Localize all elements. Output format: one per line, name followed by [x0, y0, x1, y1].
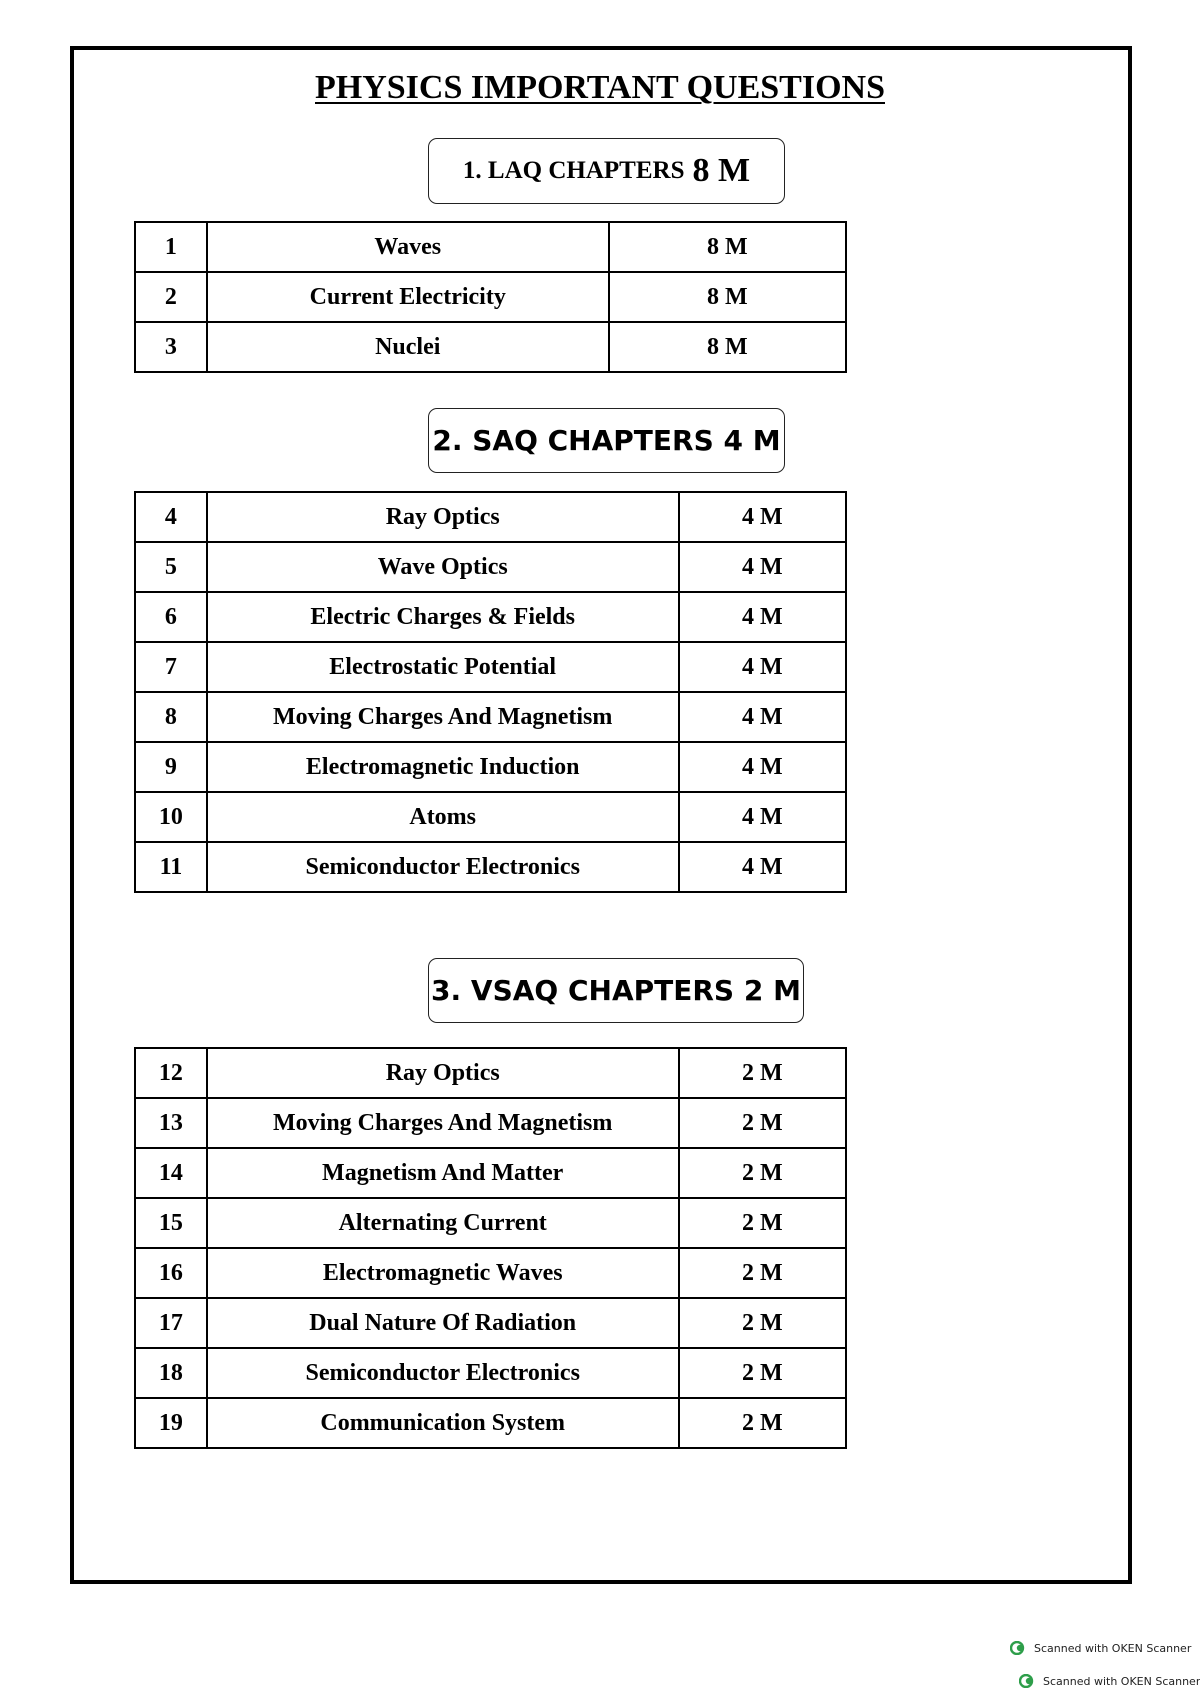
chapter-name: Moving Charges And Magnetism — [207, 692, 679, 742]
row-number: 18 — [135, 1348, 207, 1398]
chapter-name: Magnetism And Matter — [207, 1148, 679, 1198]
laq-section-heading — [428, 138, 785, 204]
table-row — [135, 222, 846, 272]
row-number: 6 — [135, 592, 207, 642]
chapter-marks: 4 M — [679, 792, 846, 842]
table-row — [135, 742, 846, 792]
row-number: 9 — [135, 742, 207, 792]
chapter-marks: 4 M — [679, 842, 846, 892]
row-number: 2 — [135, 272, 207, 322]
row-number: 19 — [135, 1398, 207, 1448]
chapter-marks: 2 M — [679, 1248, 846, 1298]
chapter-name: Semiconductor Electronics — [207, 1348, 679, 1398]
chapter-marks: 8 M — [609, 322, 846, 372]
row-number: 11 — [135, 842, 207, 892]
table-row — [135, 1298, 846, 1348]
chapter-marks: 4 M — [679, 642, 846, 692]
table-row — [135, 692, 846, 742]
row-number: 8 — [135, 692, 207, 742]
row-number: 16 — [135, 1248, 207, 1298]
chapter-name: Communication System — [207, 1398, 679, 1448]
chapter-name: Waves — [207, 222, 609, 272]
table-row — [135, 1148, 846, 1198]
table-row — [135, 272, 846, 322]
chapter-marks: 8 M — [609, 222, 846, 272]
chapter-marks: 4 M — [679, 692, 846, 742]
chapter-name: Dual Nature Of Radiation — [207, 1298, 679, 1348]
row-number: 15 — [135, 1198, 207, 1248]
chapter-name: Ray Optics — [207, 1048, 679, 1098]
chapter-marks: 2 M — [679, 1098, 846, 1148]
saq-table — [134, 491, 847, 893]
row-number: 17 — [135, 1298, 207, 1348]
row-number: 5 — [135, 542, 207, 592]
scanner-watermark — [1010, 1641, 1191, 1655]
scanner-watermark — [1019, 1674, 1200, 1688]
table-row — [135, 1048, 846, 1098]
laq-heading-text: 1. LAQ CHAPTERS — [462, 157, 685, 184]
row-number: 13 — [135, 1098, 207, 1148]
row-number: 12 — [135, 1048, 207, 1098]
table-row — [135, 1398, 846, 1448]
page-title: PHYSICS IMPORTANT QUESTIONS — [315, 69, 885, 106]
table-row — [135, 1198, 846, 1248]
table-row — [135, 542, 846, 592]
chapter-marks: 2 M — [679, 1048, 846, 1098]
row-number: 1 — [135, 222, 207, 272]
chapter-name: Electrostatic Potential — [207, 642, 679, 692]
table-row — [135, 1348, 846, 1398]
saq-heading-text: 2. SAQ CHAPTERS 4 M — [432, 424, 781, 457]
chapter-marks: 2 M — [679, 1198, 846, 1248]
chapter-name: Current Electricity — [207, 272, 609, 322]
row-number: 4 — [135, 492, 207, 542]
oken-scanner-icon — [1019, 1674, 1035, 1688]
table-row — [135, 842, 846, 892]
chapter-name: Moving Charges And Magnetism — [207, 1098, 679, 1148]
chapter-name: Wave Optics — [207, 542, 679, 592]
table-row — [135, 1248, 846, 1298]
chapter-marks: 2 M — [679, 1348, 846, 1398]
chapter-marks: 2 M — [679, 1148, 846, 1198]
chapter-name: Alternating Current — [207, 1198, 679, 1248]
chapter-marks: 8 M — [609, 272, 846, 322]
chapter-marks: 4 M — [679, 492, 846, 542]
row-number: 3 — [135, 322, 207, 372]
vsaq-section-heading — [428, 958, 804, 1023]
chapter-marks: 2 M — [679, 1398, 846, 1448]
watermark-text: Scanned with OKEN Scanner — [1034, 1641, 1192, 1655]
vsaq-table — [134, 1047, 847, 1449]
chapter-name: Electromagnetic Waves — [207, 1248, 679, 1298]
chapter-name: Atoms — [207, 792, 679, 842]
row-number: 14 — [135, 1148, 207, 1198]
table-row — [135, 1098, 846, 1148]
chapter-name: Nuclei — [207, 322, 609, 372]
table-row — [135, 492, 846, 542]
row-number: 10 — [135, 792, 207, 842]
row-number: 7 — [135, 642, 207, 692]
laq-heading-marks: 8 M — [692, 152, 751, 189]
vsaq-heading-text: 3. VSAQ CHAPTERS 2 M — [431, 974, 801, 1007]
table-row — [135, 322, 846, 372]
table-row — [135, 592, 846, 642]
oken-scanner-icon — [1010, 1641, 1026, 1655]
chapter-marks: 4 M — [679, 592, 846, 642]
saq-section-heading — [428, 408, 785, 473]
chapter-name: Electromagnetic Induction — [207, 742, 679, 792]
laq-table — [134, 221, 847, 373]
table-row — [135, 792, 846, 842]
chapter-name: Electric Charges & Fields — [207, 592, 679, 642]
table-row — [135, 642, 846, 692]
chapter-marks: 4 M — [679, 542, 846, 592]
chapter-marks: 2 M — [679, 1298, 846, 1348]
chapter-name: Ray Optics — [207, 492, 679, 542]
chapter-name: Semiconductor Electronics — [207, 842, 679, 892]
chapter-marks: 4 M — [679, 742, 846, 792]
watermark-text: Scanned with OKEN Scanner — [1043, 1674, 1200, 1688]
